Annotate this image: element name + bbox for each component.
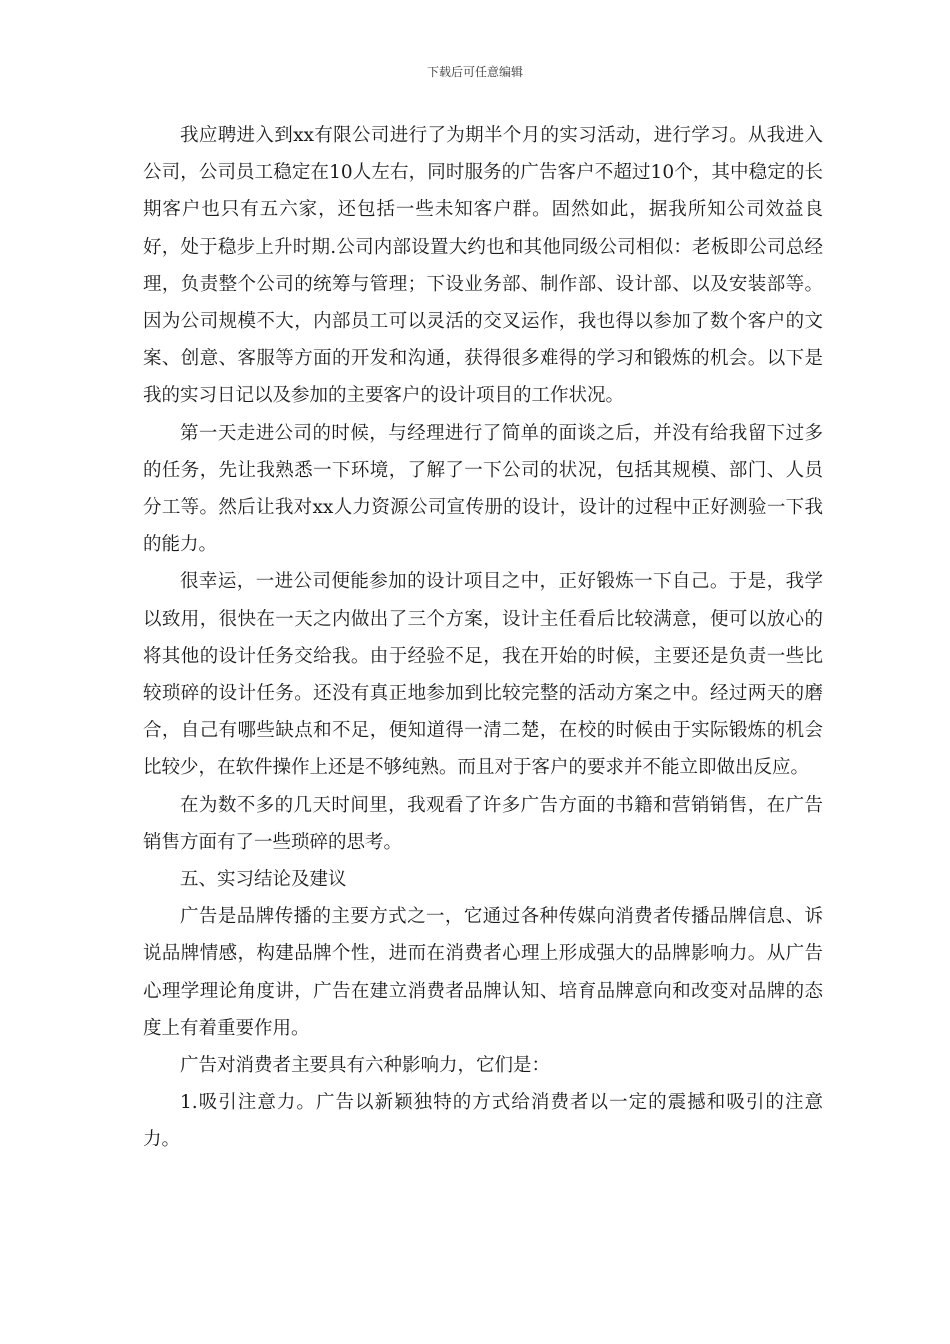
page-header: 下载后可任意编辑 [426,65,523,79]
paragraph-advertising: 广告是品牌传播的主要方式之一，它通过各种传媒向消费者传播品牌信息、诉说品牌情感，构建品牌个性，进而在消费者心理上形成强大的品牌影响力。从广告心理学理论角度讲，广告在建立消费者品牌认知、培育品牌意向和改变对品牌的态度上有着重要作用。 [143,906,823,1039]
paragraph-design-project: 很幸运，一进公司便能参加的设计项目之中，正好锻炼一下自己。于是，我学以致用，很快在一天之内做出了三个方案，设计主任看后比较满意，便可以放心的将其他的设计任务交给我。由于经验不足，我在开始的时候，主要还是负责一些比较琐碎的设计任务。还没有真正地参加到比较完整的活动方案之中。经过两天的磨合，自己有哪些缺点和不足，便知道得一清二楚，在校的时候由于实际锻炼的机会比较少，在软件操作上还是不够纯熟。而且对于客户的要求并不能立即做出反应。 [143,571,823,779]
paragraph-reflection: 在为数不多的几天时间里，我观看了许多广告方面的书籍和营销销售，在广告销售方面有了一些琐碎的思考。 [143,794,823,853]
paragraph-first-day: 第一天走进公司的时候，与经理进行了简单的面谈之后，并没有给我留下过多的任务，先让我熟悉一下环境，了解了一下公司的状况，包括其规模、部门、人员分工等。然后让我对xx人力资源公司宣传册的设计，设计的过程中正好测验一下我的能力。 [143,422,823,556]
document-body [143,117,823,1159]
paragraph-six-influences: 广告对消费者主要具有六种影响力，它们是： [180,1055,551,1077]
paragraph-intro: 我应聘进入到xx有限公司进行了为期半个月的实习活动，进行学习。从我进入公司，公司员工稳定在10人左右，同时服务的广告客户不超过10个，其中稳定的长期客户也只有五六家，还包括一些未知客户群。固然如此，据我所知公司效益良好，处于稳步上升时期.公司内部设置大约也和其他同级公司相似：老板即公司总经理，负责整个公司的统筹与管理；下设业务部、制作部、设计部、以及安装部等。因为公司规模不大，内部员工可以灵活的交叉运作，我也得以参加了数个客户的文案、创意、客服等方面的开发和沟通，获得很多难得的学习和锻炼的机会。以下是我的实习日记以及参加的主要客户的设计项目的工作状况。 [143,125,823,407]
section-heading-conclusion: 五、实习结论及建议 [180,869,347,891]
list-item-attention: 1.吸引注意力。广告以新颖独特的方式给消费者以一定的震撼和吸引的注意力。 [143,1092,823,1151]
